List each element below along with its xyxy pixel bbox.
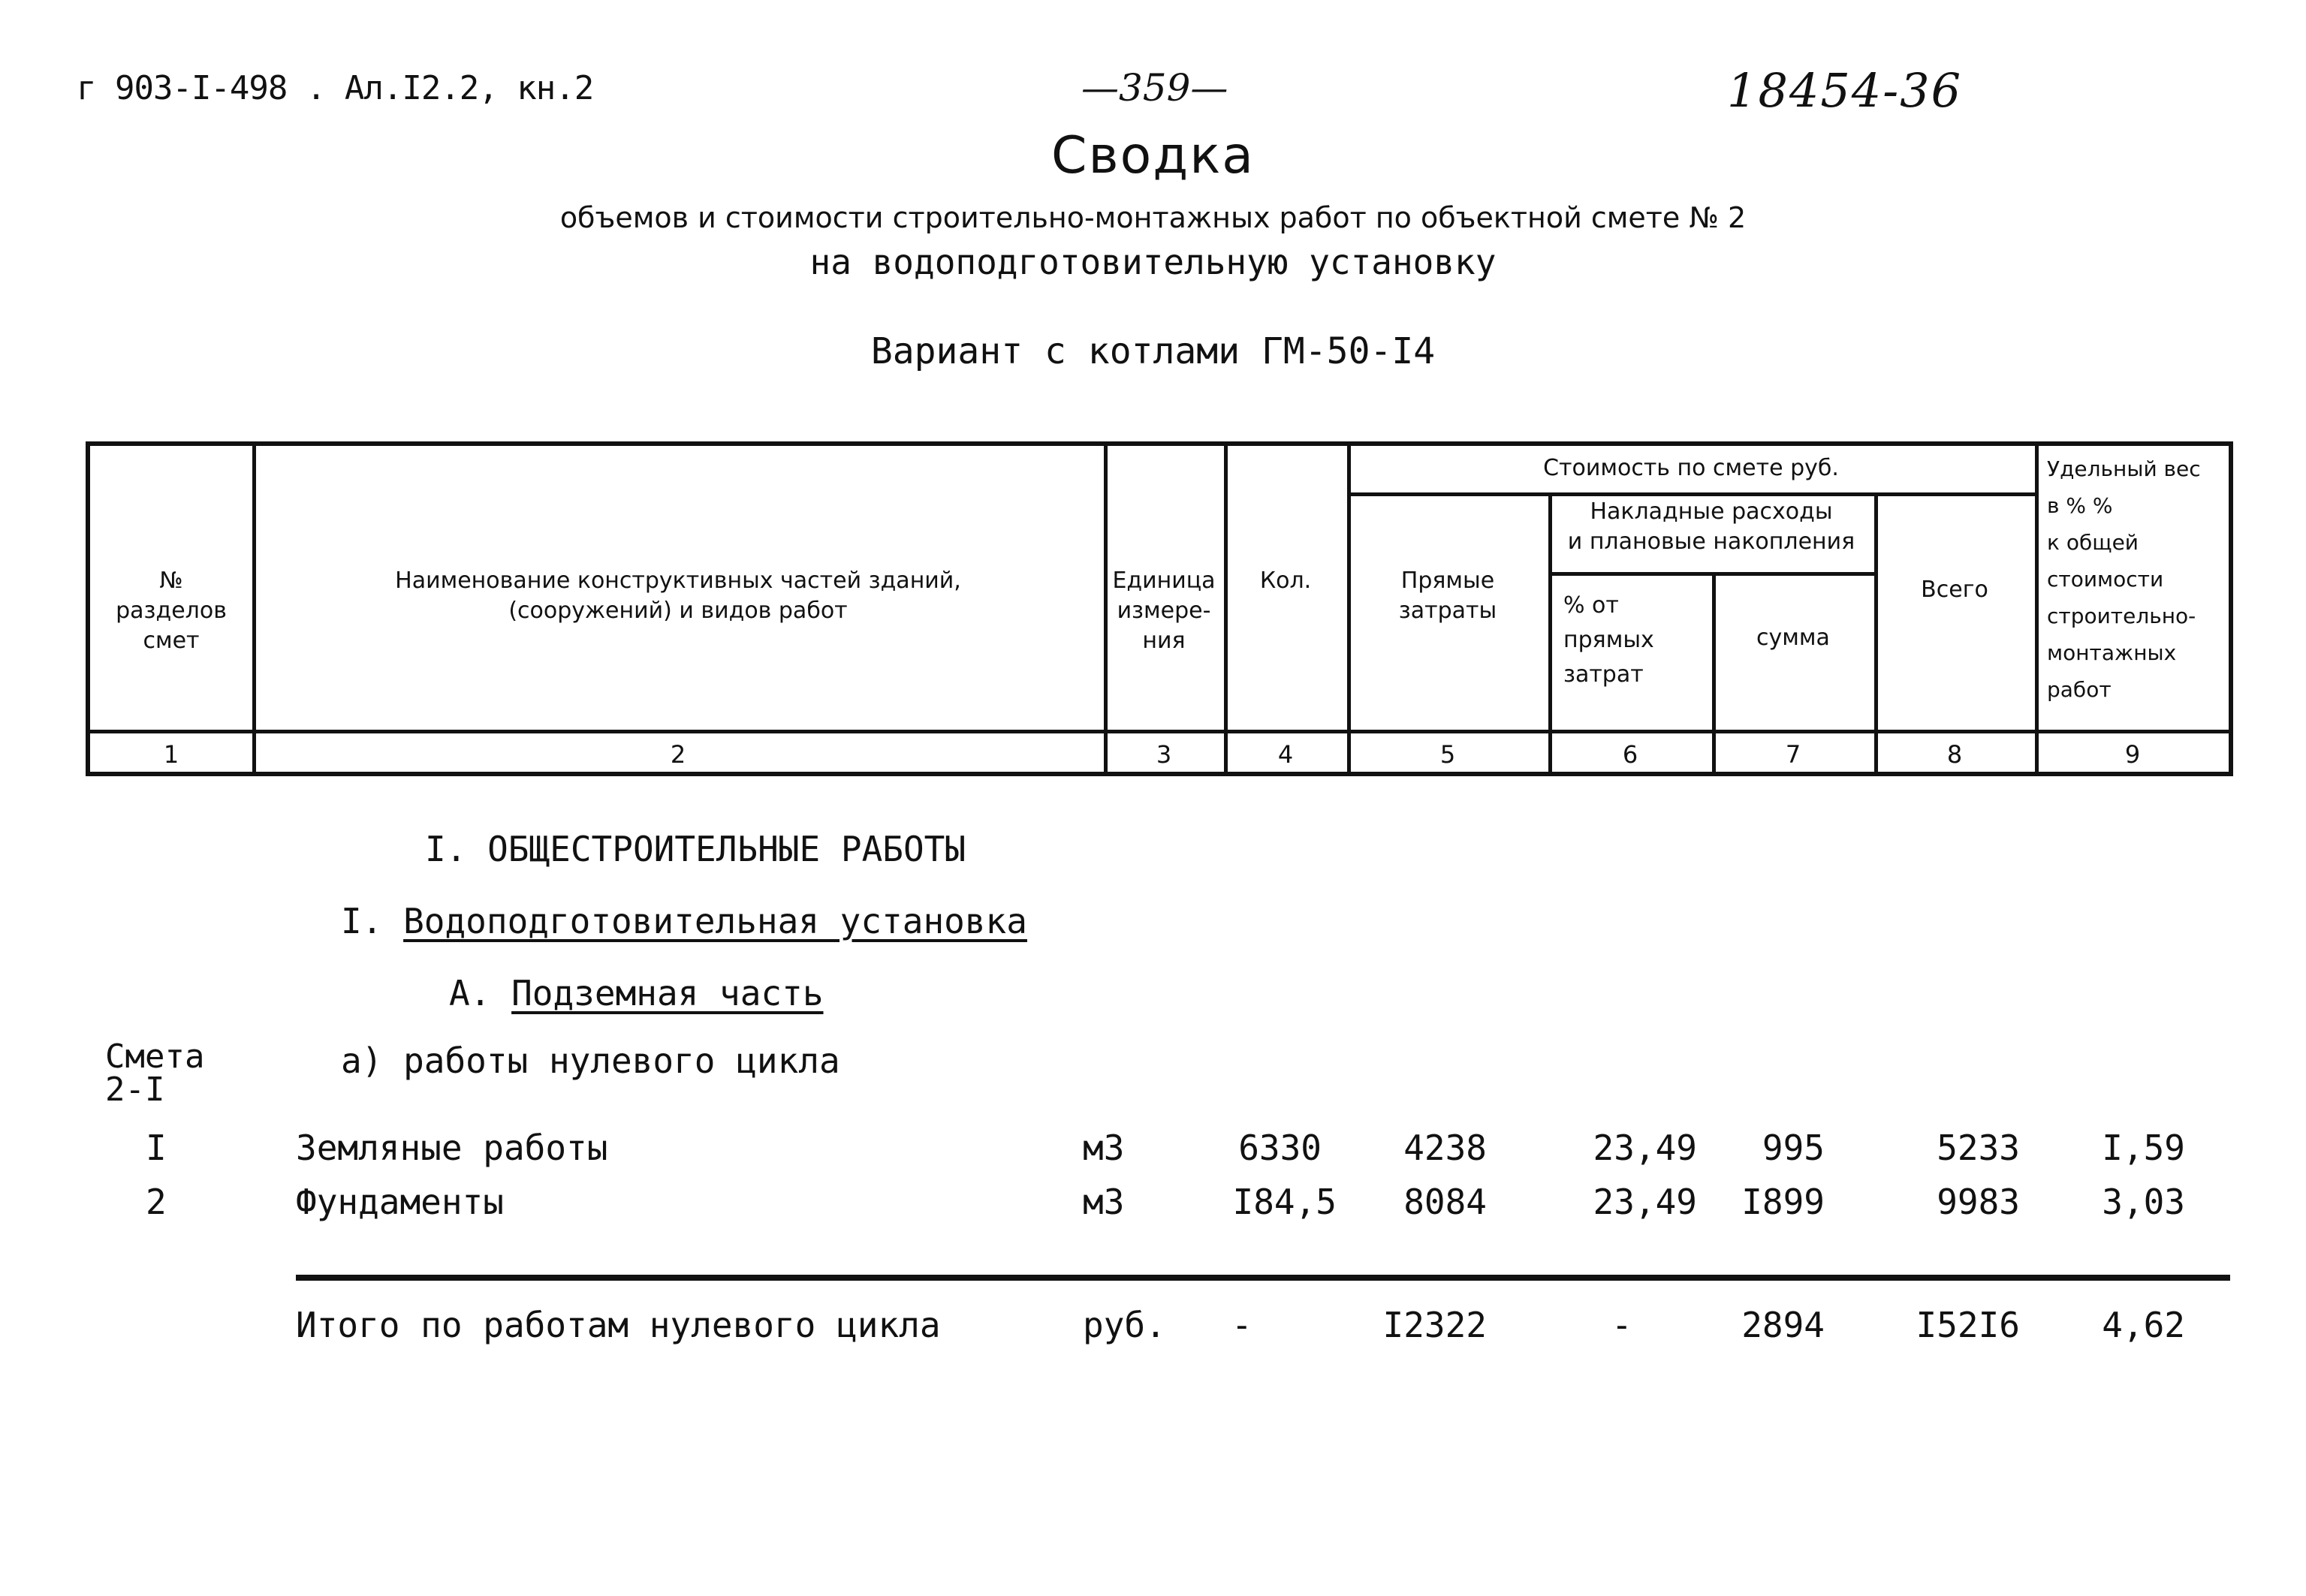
- overhead-sum: I899: [1741, 1182, 1825, 1222]
- col-number: 3: [1156, 740, 1172, 769]
- overhead-percent: -: [1611, 1305, 1632, 1345]
- header-col-unit: Единица измере- ния: [1112, 568, 1216, 654]
- total-cost: I52I6: [1916, 1305, 2020, 1345]
- table-row: [0, 1128, 2306, 1173]
- overhead-percent: 23,49: [1593, 1182, 1697, 1222]
- quantity: -: [1231, 1305, 1252, 1345]
- col-number: 8: [1946, 740, 1963, 769]
- subtitle-line-1: объемов и стоимости строительно-монтажных работ по объектной смете № 2: [559, 201, 1747, 234]
- header-col-section-no: № разделов смет: [116, 568, 227, 654]
- col-number: 7: [1785, 740, 1801, 769]
- header-overhead-group: Накладные расходы и плановые накопления: [1567, 498, 1855, 555]
- overhead-percent: 23,49: [1593, 1128, 1697, 1168]
- table-row: [0, 1182, 2306, 1227]
- col-number: 2: [670, 740, 686, 769]
- inventory-stamp: 18454-36: [1727, 63, 1963, 118]
- col-number: 1: [163, 740, 179, 769]
- work-name: Земляные работы: [296, 1128, 608, 1168]
- document-title: Сводка: [1051, 126, 1255, 185]
- object-number: I.: [341, 901, 383, 941]
- header-col-percent: % от прямых затрат: [1563, 592, 1654, 688]
- subtitle-line-2: на водоподготовительную установку: [809, 242, 1497, 282]
- work-name: Фундаменты: [296, 1182, 504, 1222]
- share-percent: I,59: [2102, 1128, 2185, 1168]
- page-number: —359—: [1081, 66, 1228, 110]
- row-number: I: [146, 1128, 167, 1168]
- direct-cost: I2322: [1382, 1305, 1487, 1345]
- unit: м3: [1083, 1128, 1125, 1168]
- unit: м3: [1083, 1182, 1125, 1222]
- overhead-sum: 995: [1762, 1128, 1825, 1168]
- part-name: Подземная часть: [511, 973, 824, 1013]
- quantity: I84,5: [1232, 1182, 1337, 1222]
- total-cost: 5233: [1937, 1128, 2020, 1168]
- share-percent: 4,62: [2102, 1305, 2185, 1345]
- table-header: [86, 441, 2233, 776]
- part-heading: [449, 973, 824, 1013]
- total-divider: [296, 1275, 2230, 1281]
- total-row: [0, 1305, 2306, 1350]
- object-heading: [341, 901, 1027, 941]
- object-name: Водоподготовительная установка: [403, 901, 1027, 941]
- row-number: 2: [146, 1182, 167, 1222]
- header-col-direct: Прямые затраты: [1398, 568, 1497, 624]
- col-number: 6: [1622, 740, 1638, 769]
- col-number: 4: [1277, 740, 1294, 769]
- col-number: 5: [1439, 740, 1456, 769]
- header-col-name: Наименование конструктивных частей зданий, (сооружений) и видов работ: [395, 568, 961, 624]
- header-col-share: Удельный вес в % % к общей стоимости строительно- монтажных работ: [2047, 456, 2201, 702]
- total-cost: 9983: [1937, 1182, 2020, 1222]
- unit: руб.: [1083, 1305, 1166, 1345]
- direct-cost: 8084: [1403, 1182, 1487, 1222]
- part-letter: А.: [449, 973, 491, 1013]
- col-number: 9: [2124, 740, 2141, 769]
- quantity: 6330: [1238, 1128, 1322, 1168]
- header-cost-group: Стоимость по смете руб.: [1543, 455, 1839, 481]
- header-col-total: Всего: [1921, 577, 1988, 603]
- document-reference: г 903-I-498 . Ал.I2.2, кн.2: [77, 69, 594, 107]
- share-percent: 3,03: [2102, 1182, 2185, 1222]
- header-col-sum: сумма: [1756, 625, 1830, 651]
- header-col-qty: Кол.: [1259, 568, 1312, 594]
- overhead-sum: 2894: [1741, 1305, 1825, 1345]
- variant-line: Вариант с котлами ГМ-50-I4: [870, 330, 1436, 372]
- direct-cost: 4238: [1403, 1128, 1487, 1168]
- subgroup-heading: а) работы нулевого цикла: [341, 1040, 840, 1081]
- estimate-label: Смета 2-I: [105, 1037, 205, 1109]
- total-label: Итого по работам нулевого цикла: [296, 1305, 941, 1345]
- section-heading: I. ОБЩЕСТРОИТЕЛЬНЫЕ РАБОТЫ: [425, 829, 966, 869]
